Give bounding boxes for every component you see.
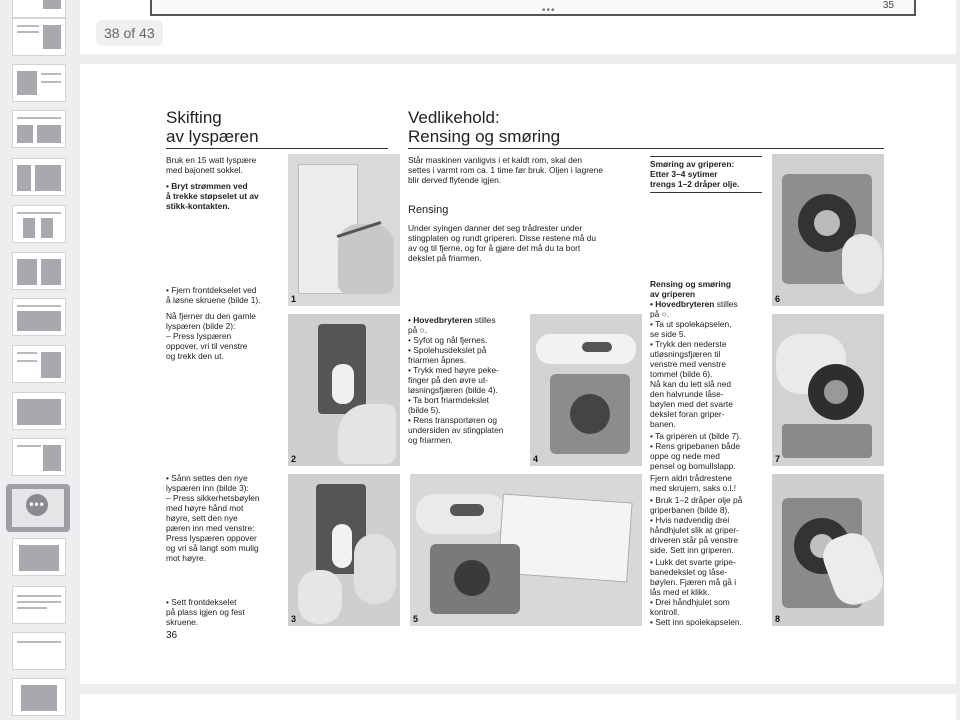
text-line: banen. — [650, 419, 676, 429]
text-line: • Rens transportøren og — [408, 415, 498, 425]
text-line: • Sett frontdekselet — [166, 597, 237, 607]
text-line: av og til fjerne, og for å gjøre det må du ta bort — [408, 243, 581, 253]
next-page — [80, 694, 956, 720]
photo-7: 7 — [772, 314, 884, 466]
thumbnail-sidebar — [0, 0, 78, 720]
text-line: trengs 1–2 dråper olje. — [650, 179, 740, 189]
text-line: oppover, vri til venstre — [166, 341, 248, 351]
page-thumbnail[interactable] — [12, 538, 66, 576]
page-thumbnail[interactable] — [12, 586, 66, 624]
page-thumbnail[interactable] — [12, 632, 66, 670]
page-indicator: 38 of 43 — [96, 20, 163, 46]
text-line: mot høyre. — [166, 553, 207, 563]
page-thumbnail[interactable] — [12, 252, 66, 290]
text-line: • Fjern frontdekselet ved — [166, 285, 257, 295]
title-rule-left — [166, 148, 388, 149]
text-line: Nå kan du lett slå ned — [650, 379, 732, 389]
text-line: pæren inn med venstre: — [166, 523, 255, 533]
text-line: • Bryt strømmen ved — [166, 181, 248, 191]
page-thumbnail[interactable] — [12, 298, 66, 336]
page-thumbnail[interactable] — [12, 438, 66, 476]
text-line: håndhjulet slik at griper- — [650, 525, 739, 535]
page-number: 36 — [166, 630, 178, 641]
text-line: • Hovedbryteren stilles — [408, 315, 496, 325]
text-line: undersiden av stingplaten — [408, 425, 504, 435]
text-line: på ○. — [408, 325, 428, 335]
text-line: Smøring av griperen: — [650, 159, 735, 169]
text-line: på ○. — [650, 309, 670, 319]
text-line: (bilde 5). — [408, 405, 441, 415]
previous-page-number: 35 — [882, 0, 894, 11]
photo-5: 5 — [410, 474, 642, 626]
right-title-line-1: Vedlikehold: — [408, 108, 500, 127]
text-line: • Ta bort friarmdekslet — [408, 395, 489, 405]
text-line: • Ta griperen ut (bilde 7). — [650, 431, 742, 441]
photo-1: 1 — [288, 154, 400, 306]
text-line: Press lyspæren oppover — [166, 533, 257, 543]
page-thumbnail[interactable] — [12, 205, 66, 243]
text-line: • Bruk 1–2 dråper olje på — [650, 495, 743, 505]
box-rule — [650, 192, 762, 193]
text-line: lyspæren inn (bilde 3): — [166, 483, 249, 493]
page-thumbnail[interactable] — [12, 158, 66, 196]
photo-2: 2 — [288, 314, 400, 466]
text-line: med bajonett sokkel. — [166, 165, 243, 175]
text-line: • Trykk den nederste — [650, 339, 727, 349]
page-thumbnail[interactable] — [12, 678, 66, 716]
text-line: blir derved flytende igjen. — [408, 175, 502, 185]
right-title-line-2: Rensing og smøring — [408, 127, 561, 146]
text-line: • Hovedbryteren stilles — [650, 299, 738, 309]
title-rule-right — [408, 148, 884, 149]
text-line: bøylen. Fjæren må gå i — [650, 577, 737, 587]
previous-page — [80, 0, 956, 54]
text-line: pensel og bomullslapp. — [650, 461, 736, 471]
text-line: lås med et klikk. — [650, 587, 710, 597]
text-line: løsningsfjæren (bilde 4). — [408, 385, 498, 395]
text-line: • Sett inn spolekapselen. — [650, 617, 742, 627]
box-rule — [650, 156, 762, 157]
text-line: med skrujern, saks o.l.! — [650, 483, 737, 493]
text-line: lyspæren (bilde 2): — [166, 321, 236, 331]
section-heading: Rensing — [408, 204, 449, 216]
page-thumbnail[interactable] — [12, 18, 66, 56]
text-line: • Sånn settes den nye — [166, 473, 248, 483]
text-line: å løsne skruene (bilde 1). — [166, 295, 261, 305]
text-line: • Spolehusdekslet på — [408, 345, 487, 355]
text-line: bøylen med det svarte — [650, 399, 733, 409]
text-line: griperbanen (bilde 8). — [650, 505, 730, 515]
page-thumbnail-selected[interactable] — [6, 484, 70, 532]
text-line: av griperen — [650, 289, 696, 299]
text-line: å trekke støpselet ut av — [166, 191, 259, 201]
photo-3: 3 — [288, 474, 400, 626]
text-line: • Hvis nødvendig drei — [650, 515, 730, 525]
text-line: stikk-kontakten. — [166, 201, 230, 211]
left-title-line-1: Skifting — [166, 108, 222, 127]
page-thumbnail[interactable] — [12, 345, 66, 383]
text-line: dekslet på friarmen. — [408, 253, 482, 263]
text-line: – Press lyspæren — [166, 331, 232, 341]
photo-4: 4 — [530, 314, 642, 466]
text-line: med høyre hånd mot — [166, 503, 244, 513]
text-line: på plass igjen og fest — [166, 607, 245, 617]
text-line: • Trykk med høyre peke- — [408, 365, 499, 375]
text-line: • Drei håndhjulet som — [650, 597, 730, 607]
text-line: friarmen åpnes. — [408, 355, 467, 365]
photo-6: 6 — [772, 154, 884, 306]
text-line: • Ta ut spolekapselen, — [650, 319, 732, 329]
text-line: utløsningsfjæren til — [650, 349, 721, 359]
text-line: og friarmen. — [408, 435, 453, 445]
text-line: • Rens gripebanen både — [650, 441, 741, 451]
text-line: settes i varmt rom ca. 1 time før bruk. Oljen i lagrene — [408, 165, 604, 175]
text-line: skruene. — [166, 617, 199, 627]
text-line: høyre, sett den nye — [166, 513, 238, 523]
text-line: – Press sikkerhetsbøylen — [166, 493, 260, 503]
text-line: side. Sett inn griperen. — [650, 545, 734, 555]
text-line: dekslet foran griper- — [650, 409, 725, 419]
photo-8: 8 — [772, 474, 884, 626]
text-line: tommel (bilde 6). — [650, 369, 713, 379]
text-line: • Lukk det svarte gripe- — [650, 557, 736, 567]
manual-page-scan — [148, 100, 890, 648]
text-line: Under syingen danner det seg trådrester under — [408, 223, 583, 233]
previous-page-scan — [150, 0, 916, 16]
text-line: Nå fjerner du den gamle — [166, 311, 256, 321]
text-line: Etter 3–4 sytimer — [650, 169, 718, 179]
text-line: den halvrunde låse- — [650, 389, 724, 399]
text-line: stingplaten og rundt griperen. Disse restene må du — [408, 233, 597, 243]
document-page — [80, 64, 956, 684]
text-line: og vri så langt som mulig — [166, 543, 259, 553]
text-line: banedekslet og låse- — [650, 567, 728, 577]
text-line: finger på den øvre ut- — [408, 375, 489, 385]
text-line: Står maskinen vanligvis i et kaldt rom, skal den — [408, 155, 583, 165]
text-line: og trekk den ut. — [166, 351, 224, 361]
page-dots: ••• — [542, 5, 556, 16]
text-line: Rensing og smøring — [650, 279, 731, 289]
text-line: driveren står på venstre — [650, 535, 738, 545]
text-line: • Syfot og nål fjernes. — [408, 335, 488, 345]
page-thumbnail[interactable] — [12, 392, 66, 430]
page-thumbnail[interactable] — [12, 110, 66, 148]
text-line: se side 5. — [650, 329, 686, 339]
text-line: kontroll. — [650, 607, 680, 617]
left-title-line-2: av lyspæren — [166, 127, 259, 146]
page-thumbnail[interactable] — [12, 0, 66, 18]
text-line: Fjern aldri trådrestene — [650, 473, 732, 483]
page-thumbnail[interactable] — [12, 64, 66, 102]
text-line: oppe og nede med — [650, 451, 720, 461]
more-options-button[interactable]: ••• — [26, 494, 48, 516]
text-line: Bruk en 15 watt lyspære — [166, 155, 257, 165]
text-line: venstre med venstre — [650, 359, 726, 369]
